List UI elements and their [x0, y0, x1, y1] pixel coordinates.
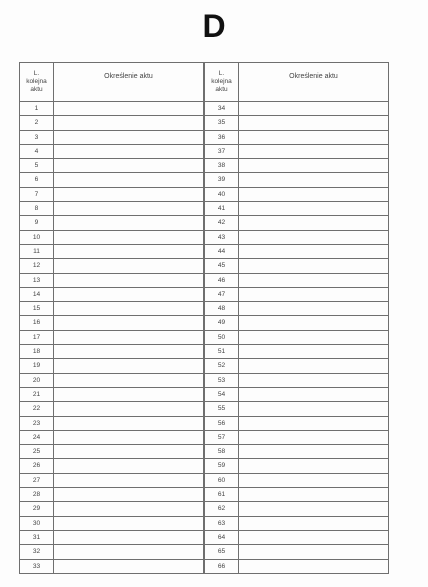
header-row — [20, 63, 204, 102]
table-row — [205, 116, 389, 130]
act-description-cell[interactable] — [54, 473, 204, 487]
act-description-cell[interactable] — [54, 416, 204, 430]
act-description-cell[interactable] — [54, 345, 204, 359]
table-row — [20, 287, 204, 301]
act-number-cell: 37 — [205, 144, 239, 158]
table-row — [205, 373, 389, 387]
act-description-cell[interactable] — [54, 144, 204, 158]
act-number-cell: 33 — [20, 559, 54, 573]
act-number-cell: 58 — [205, 445, 239, 459]
act-number-cell: 60 — [205, 473, 239, 487]
register-rows-right — [205, 102, 389, 574]
header-line: kolejna — [211, 78, 232, 86]
act-description-cell[interactable] — [54, 402, 204, 416]
act-description-cell[interactable] — [239, 516, 389, 530]
act-description-cell[interactable] — [239, 230, 389, 244]
act-description-cell[interactable] — [239, 273, 389, 287]
act-description-cell[interactable] — [239, 202, 389, 216]
table-row — [205, 345, 389, 359]
act-description-cell[interactable] — [54, 216, 204, 230]
act-description-cell[interactable] — [239, 159, 389, 173]
act-number-cell: 54 — [205, 387, 239, 401]
act-description-cell[interactable] — [54, 488, 204, 502]
act-number-cell: 27 — [20, 473, 54, 487]
act-number-cell: 34 — [205, 102, 239, 116]
table-row — [20, 430, 204, 444]
act-number-cell: 50 — [205, 330, 239, 344]
act-number-cell: 12 — [20, 259, 54, 273]
act-description-cell[interactable] — [239, 216, 389, 230]
table-row — [20, 473, 204, 487]
act-number-cell: 62 — [205, 502, 239, 516]
table-row — [205, 488, 389, 502]
table-row — [20, 273, 204, 287]
act-description-cell[interactable] — [54, 116, 204, 130]
act-description-cell[interactable] — [54, 259, 204, 273]
act-number-cell: 25 — [20, 445, 54, 459]
act-description-cell[interactable] — [239, 530, 389, 544]
table-row — [20, 359, 204, 373]
act-description-cell[interactable] — [239, 345, 389, 359]
table-row — [205, 102, 389, 116]
act-description-cell[interactable] — [54, 187, 204, 201]
act-number-cell: 42 — [205, 216, 239, 230]
table-row — [20, 216, 204, 230]
act-description-cell[interactable] — [239, 445, 389, 459]
act-number-cell: 38 — [205, 159, 239, 173]
act-number-cell: 57 — [205, 430, 239, 444]
act-number-cell: 61 — [205, 488, 239, 502]
table-row — [205, 387, 389, 401]
act-description-cell[interactable] — [54, 530, 204, 544]
number-column-header — [205, 63, 239, 102]
act-number-cell: 48 — [205, 302, 239, 316]
act-description-cell[interactable] — [239, 387, 389, 401]
table-row — [205, 473, 389, 487]
table-row — [205, 216, 389, 230]
act-description-cell[interactable] — [239, 244, 389, 258]
table-row — [205, 502, 389, 516]
table-row — [20, 173, 204, 187]
act-description-cell[interactable] — [239, 330, 389, 344]
act-number-cell: 8 — [20, 202, 54, 216]
act-number-cell: 36 — [205, 130, 239, 144]
act-number-cell: 35 — [205, 116, 239, 130]
act-number-cell: 30 — [20, 516, 54, 530]
table-row — [205, 259, 389, 273]
header-row — [205, 63, 389, 102]
act-description-cell[interactable] — [239, 545, 389, 559]
act-number-cell: 6 — [20, 173, 54, 187]
table-row — [205, 359, 389, 373]
table-row — [20, 330, 204, 344]
act-number-cell: 7 — [20, 187, 54, 201]
act-description-cell[interactable] — [239, 373, 389, 387]
act-description-cell[interactable] — [54, 430, 204, 444]
act-number-cell: 41 — [205, 202, 239, 216]
act-number-cell: 44 — [205, 244, 239, 258]
act-number-cell: 55 — [205, 402, 239, 416]
act-number-cell: 5 — [20, 159, 54, 173]
act-number-cell: 65 — [205, 545, 239, 559]
act-description-cell[interactable] — [239, 316, 389, 330]
act-number-cell: 52 — [205, 359, 239, 373]
act-description-cell[interactable] — [239, 502, 389, 516]
table-row — [205, 287, 389, 301]
act-description-cell[interactable] — [239, 173, 389, 187]
section-letter: D — [202, 8, 226, 44]
act-description-cell[interactable] — [239, 359, 389, 373]
act-description-cell[interactable] — [239, 430, 389, 444]
table-row — [205, 302, 389, 316]
act-description-cell[interactable] — [54, 387, 204, 401]
register-table-right — [204, 62, 389, 574]
act-description-cell[interactable] — [239, 402, 389, 416]
header-line: L. — [33, 70, 40, 78]
table-row — [20, 159, 204, 173]
table-row — [205, 559, 389, 573]
header-line: aktu — [30, 85, 43, 93]
table-row — [20, 244, 204, 258]
description-column-header: Określenie aktu — [239, 63, 389, 102]
act-number-cell: 46 — [205, 273, 239, 287]
act-description-cell[interactable] — [54, 359, 204, 373]
act-description-cell[interactable] — [239, 473, 389, 487]
act-number-cell: 17 — [20, 330, 54, 344]
act-description-cell[interactable] — [239, 488, 389, 502]
act-number-cell: 10 — [20, 230, 54, 244]
header-line: aktu — [215, 85, 228, 93]
act-description-cell[interactable] — [239, 459, 389, 473]
act-description-cell[interactable] — [54, 459, 204, 473]
act-description-cell[interactable] — [54, 287, 204, 301]
act-number-cell: 9 — [20, 216, 54, 230]
act-description-cell[interactable] — [239, 130, 389, 144]
act-number-cell: 15 — [20, 302, 54, 316]
act-number-cell: 59 — [205, 459, 239, 473]
act-number-cell: 28 — [20, 488, 54, 502]
act-number-cell: 21 — [20, 387, 54, 401]
act-number-cell: 3 — [20, 130, 54, 144]
act-description-cell[interactable] — [54, 230, 204, 244]
table-row — [205, 144, 389, 158]
table-row — [205, 273, 389, 287]
act-description-cell[interactable] — [54, 316, 204, 330]
act-number-cell: 16 — [20, 316, 54, 330]
act-number-cell: 11 — [20, 244, 54, 258]
act-number-cell: 1 — [20, 102, 54, 116]
act-number-cell: 47 — [205, 287, 239, 301]
table-row — [20, 488, 204, 502]
act-number-cell: 4 — [20, 144, 54, 158]
act-number-cell: 31 — [20, 530, 54, 544]
act-number-cell: 49 — [205, 316, 239, 330]
act-description-cell[interactable] — [239, 144, 389, 158]
act-number-cell: 13 — [20, 273, 54, 287]
act-description-cell[interactable] — [239, 259, 389, 273]
act-number-cell: 43 — [205, 230, 239, 244]
act-number-cell: 14 — [20, 287, 54, 301]
table-row — [205, 187, 389, 201]
act-description-cell[interactable] — [54, 559, 204, 573]
table-row — [20, 559, 204, 573]
act-number-cell: 20 — [20, 373, 54, 387]
act-description-cell[interactable] — [54, 545, 204, 559]
register-table-left — [19, 62, 204, 574]
table-row — [205, 230, 389, 244]
table-row — [20, 187, 204, 201]
table-row — [205, 430, 389, 444]
table-row — [20, 416, 204, 430]
table-row — [205, 330, 389, 344]
header-line: kolejna — [26, 78, 47, 86]
table-row — [20, 530, 204, 544]
table-row — [20, 516, 204, 530]
act-description-cell[interactable] — [239, 116, 389, 130]
act-description-cell[interactable] — [54, 159, 204, 173]
table-row — [20, 387, 204, 401]
act-description-cell[interactable] — [239, 302, 389, 316]
table-row — [20, 345, 204, 359]
act-number-cell: 63 — [205, 516, 239, 530]
act-number-cell: 19 — [20, 359, 54, 373]
table-row — [205, 202, 389, 216]
table-row — [205, 545, 389, 559]
table-row — [20, 459, 204, 473]
act-number-cell: 51 — [205, 345, 239, 359]
table-row — [20, 102, 204, 116]
act-description-cell[interactable] — [239, 287, 389, 301]
act-description-cell[interactable] — [54, 373, 204, 387]
table-row — [205, 159, 389, 173]
act-description-cell[interactable] — [54, 445, 204, 459]
act-number-cell: 24 — [20, 430, 54, 444]
table-row — [20, 144, 204, 158]
act-description-cell[interactable] — [54, 130, 204, 144]
act-number-cell: 23 — [20, 416, 54, 430]
number-column-header — [20, 63, 54, 102]
table-row — [205, 173, 389, 187]
table-row — [20, 302, 204, 316]
act-number-cell: 32 — [20, 545, 54, 559]
table-row — [20, 545, 204, 559]
table-row — [20, 445, 204, 459]
table-row — [20, 502, 204, 516]
table-row — [20, 202, 204, 216]
table-row — [20, 116, 204, 130]
act-number-cell: 26 — [20, 459, 54, 473]
act-number-cell: 18 — [20, 345, 54, 359]
table-row — [205, 530, 389, 544]
act-description-cell[interactable] — [239, 187, 389, 201]
act-number-cell: 39 — [205, 173, 239, 187]
table-row — [205, 130, 389, 144]
act-description-cell[interactable] — [54, 102, 204, 116]
description-column-header: Określenie aktu — [54, 63, 204, 102]
act-number-cell: 29 — [20, 502, 54, 516]
table-row — [205, 416, 389, 430]
table-row — [20, 316, 204, 330]
act-number-cell: 64 — [205, 530, 239, 544]
act-number-cell: 22 — [20, 402, 54, 416]
table-row — [205, 445, 389, 459]
table-row — [20, 373, 204, 387]
act-description-cell[interactable] — [54, 516, 204, 530]
table-row — [20, 230, 204, 244]
act-number-cell: 45 — [205, 259, 239, 273]
act-description-cell[interactable] — [54, 302, 204, 316]
table-row — [205, 316, 389, 330]
act-number-cell: 2 — [20, 116, 54, 130]
act-number-cell: 53 — [205, 373, 239, 387]
act-number-cell: 56 — [205, 416, 239, 430]
act-description-cell[interactable] — [239, 102, 389, 116]
act-description-cell[interactable] — [54, 330, 204, 344]
table-row — [20, 402, 204, 416]
act-description-cell[interactable] — [239, 559, 389, 573]
table-row — [205, 402, 389, 416]
act-description-cell[interactable] — [239, 416, 389, 430]
table-row — [205, 459, 389, 473]
table-row — [20, 259, 204, 273]
table-row — [205, 516, 389, 530]
act-description-cell[interactable] — [54, 502, 204, 516]
act-description-cell[interactable] — [54, 202, 204, 216]
act-number-cell: 40 — [205, 187, 239, 201]
header-line: L. — [218, 70, 225, 78]
table-row — [20, 130, 204, 144]
register-rows-left — [20, 102, 204, 574]
act-description-cell[interactable] — [54, 244, 204, 258]
act-description-cell[interactable] — [54, 273, 204, 287]
table-row — [205, 244, 389, 258]
act-description-cell[interactable] — [54, 173, 204, 187]
act-number-cell: 66 — [205, 559, 239, 573]
